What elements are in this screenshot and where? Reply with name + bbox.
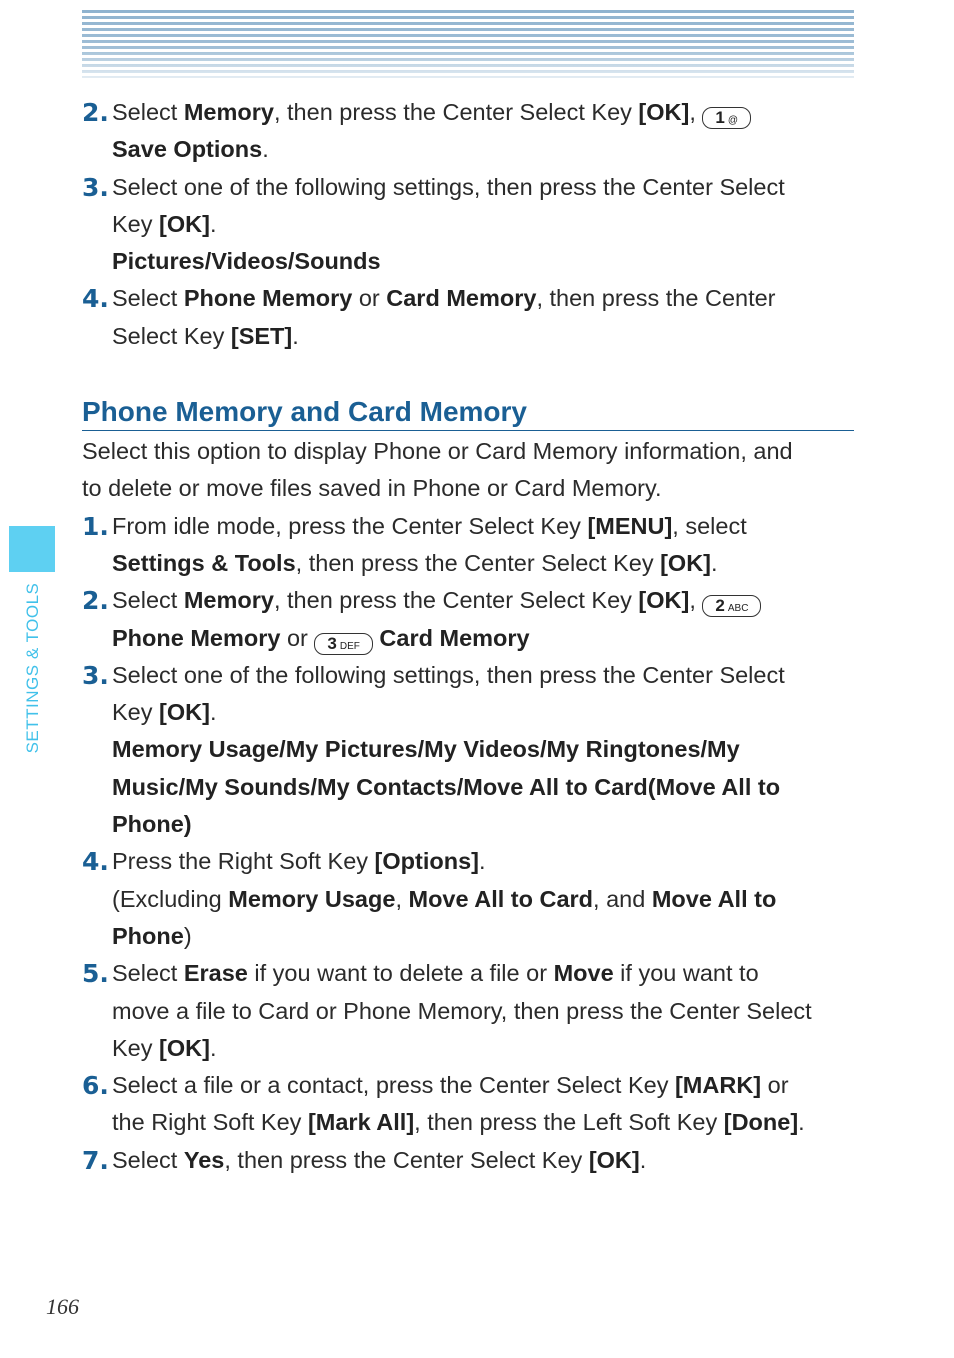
step-text: From idle mode, press the Center Select Key bbox=[112, 512, 588, 539]
key-1-icon bbox=[702, 107, 751, 129]
step-bold: [OK] bbox=[159, 210, 210, 237]
step-text: Select bbox=[112, 285, 184, 312]
step-line bbox=[112, 280, 854, 317]
step-number: 5. bbox=[82, 959, 109, 989]
step-number: 7. bbox=[82, 1145, 109, 1175]
section-intro bbox=[82, 433, 854, 508]
step-line bbox=[112, 206, 854, 243]
step-line bbox=[112, 1142, 854, 1179]
step-text: Key bbox=[112, 1034, 160, 1061]
step-line: move a file to Card or Phone Memory, then press the Center Select bbox=[112, 997, 812, 1024]
step-text: Select Key bbox=[112, 322, 231, 349]
step-line bbox=[112, 94, 854, 131]
step-bold: [OK] bbox=[159, 699, 210, 726]
step-bold: Yes bbox=[183, 1146, 225, 1173]
step-text: , then press the Center Select Key bbox=[295, 549, 661, 576]
key-label: 2 bbox=[715, 596, 725, 616]
step-line bbox=[112, 1030, 854, 1067]
key-sublabel: @ bbox=[727, 115, 739, 126]
step-bold: Move All to Card bbox=[408, 885, 594, 912]
sidebar-section-label: SETTINGS & TOOLS bbox=[23, 582, 42, 754]
step-text: . bbox=[209, 210, 217, 237]
intro-line: Select this option to display Phone or Card Memory information, and bbox=[82, 438, 793, 465]
key-3-icon bbox=[314, 633, 372, 655]
step-bold: Erase bbox=[183, 960, 248, 987]
step-bold: [OK] bbox=[638, 99, 690, 125]
step-line bbox=[112, 955, 854, 992]
step-line bbox=[112, 881, 854, 918]
step-bold: [SET] bbox=[230, 322, 293, 349]
step-line bbox=[112, 545, 854, 582]
step-line bbox=[112, 843, 854, 880]
key-label: 1 bbox=[715, 108, 725, 127]
step-line bbox=[112, 1104, 854, 1141]
step-bold: [Done] bbox=[723, 1109, 799, 1136]
step-text: if you want to bbox=[613, 960, 759, 987]
step-text: . bbox=[209, 699, 217, 726]
step-text: . bbox=[711, 549, 718, 576]
step-text: , then press the Center Select Key bbox=[273, 99, 639, 125]
step-text: or bbox=[280, 624, 315, 651]
step-bold: Music/My Sounds/My Contacts/Move All to Card(Move All to bbox=[112, 773, 781, 800]
step-line bbox=[112, 620, 854, 657]
step-number: 4. bbox=[82, 847, 109, 877]
step-text: Select bbox=[112, 587, 184, 614]
step-bold: [OK] bbox=[638, 587, 690, 614]
step-top-4 bbox=[82, 280, 854, 355]
step-text: or bbox=[761, 1072, 789, 1099]
step-text: Key bbox=[112, 210, 160, 237]
key-2-icon bbox=[702, 595, 761, 617]
step-line bbox=[112, 918, 854, 955]
step-4 bbox=[82, 843, 854, 955]
section-heading: Phone Memory and Card Memory bbox=[82, 395, 854, 431]
step-number: 3. bbox=[82, 660, 109, 690]
banner-fade bbox=[82, 10, 854, 78]
step-text: Select bbox=[112, 1146, 184, 1173]
step-bold: Phone Memory bbox=[112, 624, 281, 651]
step-text: , then press the Left Soft Key bbox=[414, 1109, 724, 1136]
step-text: . bbox=[478, 848, 486, 875]
step-5 bbox=[82, 955, 854, 1067]
step-bold: [Mark All] bbox=[307, 1109, 415, 1136]
step-bold: Memory Usage/My Pictures/My Videos/My Ringtones/My bbox=[112, 736, 740, 763]
step-text: . bbox=[262, 136, 269, 163]
step-line bbox=[112, 806, 854, 843]
step-text: . bbox=[798, 1109, 805, 1136]
step-text: if you want to delete a file or bbox=[247, 960, 554, 987]
step-top-3 bbox=[82, 169, 854, 281]
step-bold: [OK] bbox=[588, 1146, 640, 1173]
step-bold: Settings & Tools bbox=[112, 549, 296, 576]
page-content bbox=[82, 94, 854, 1179]
step-6 bbox=[82, 1067, 854, 1142]
step-text: . bbox=[639, 1146, 647, 1173]
step-text: . bbox=[209, 1034, 217, 1061]
step-bold: [MENU] bbox=[587, 512, 673, 539]
step-text: Select bbox=[112, 99, 184, 125]
step-line bbox=[112, 694, 854, 731]
step-bold: Card Memory bbox=[379, 624, 530, 651]
intro-line: to delete or move files saved in Phone or Card Memory. bbox=[82, 475, 662, 502]
step-text: , then press the Center Select Key bbox=[224, 1146, 589, 1173]
step-text: . bbox=[292, 322, 299, 349]
step-bold: [OK] bbox=[660, 549, 712, 576]
header-banner bbox=[82, 10, 854, 78]
step-2 bbox=[82, 582, 854, 657]
step-bold: Phone bbox=[112, 922, 184, 949]
step-text: Key bbox=[112, 699, 160, 726]
step-7 bbox=[82, 1142, 854, 1179]
step-text: Select bbox=[112, 960, 184, 987]
step-bold: Save Options bbox=[112, 136, 263, 163]
step-top-2 bbox=[82, 94, 854, 169]
step-number: 2. bbox=[82, 586, 109, 616]
step-number: 1. bbox=[82, 511, 109, 541]
step-bold: Memory bbox=[183, 99, 274, 125]
step-line bbox=[112, 582, 854, 619]
step-bold: Move bbox=[553, 960, 614, 987]
step-line bbox=[112, 318, 854, 355]
step-line bbox=[112, 769, 854, 806]
step-text: , bbox=[689, 587, 703, 614]
step-number: 6. bbox=[82, 1071, 109, 1101]
step-text: or bbox=[352, 285, 387, 312]
step-bold: Pictures/Videos/Sounds bbox=[112, 248, 381, 275]
step-text: , bbox=[689, 99, 703, 125]
step-1 bbox=[82, 508, 854, 583]
step-text: Press the Right Soft Key bbox=[112, 848, 375, 875]
key-sublabel: DEF bbox=[339, 640, 360, 652]
key-label: 3 bbox=[327, 633, 337, 653]
step-number: 3. bbox=[82, 172, 109, 202]
step-text: Select a file or a contact, press the Center Select Key bbox=[112, 1072, 675, 1099]
step-line bbox=[112, 243, 854, 280]
step-text: , bbox=[395, 885, 409, 912]
key-sublabel: ABC bbox=[727, 603, 749, 615]
step-line: Select one of the following settings, then press the Center Select bbox=[112, 173, 785, 200]
step-bold: [OK] bbox=[159, 1034, 210, 1061]
step-text: , then press the Center Select Key bbox=[273, 587, 639, 614]
step-line bbox=[112, 131, 854, 168]
step-bold: Phone) bbox=[112, 811, 192, 838]
step-text: (Excluding bbox=[112, 885, 229, 912]
sidebar-tab-marker bbox=[9, 526, 55, 572]
step-text: , and bbox=[593, 885, 652, 912]
step-text: , select bbox=[672, 512, 747, 539]
step-text: the Right Soft Key bbox=[112, 1109, 308, 1136]
step-bold: [Options] bbox=[374, 848, 479, 875]
step-bold: Memory bbox=[183, 587, 274, 614]
step-number: 2. bbox=[82, 98, 109, 127]
step-line bbox=[112, 731, 854, 768]
step-number: 4. bbox=[82, 284, 109, 314]
page-number: 166 bbox=[46, 1294, 79, 1319]
step-line bbox=[112, 508, 854, 545]
step-3 bbox=[82, 657, 854, 843]
step-text: , then press the Center bbox=[536, 285, 776, 312]
step-line bbox=[112, 1067, 854, 1104]
step-line: Select one of the following settings, then press the Center Select bbox=[112, 661, 785, 688]
step-bold: Phone Memory bbox=[183, 285, 353, 312]
step-bold: Memory Usage bbox=[228, 885, 396, 912]
step-bold: Move All to bbox=[651, 885, 777, 912]
step-bold: [MARK] bbox=[674, 1072, 762, 1099]
step-bold: Card Memory bbox=[386, 285, 537, 312]
step-text: ) bbox=[183, 922, 192, 949]
